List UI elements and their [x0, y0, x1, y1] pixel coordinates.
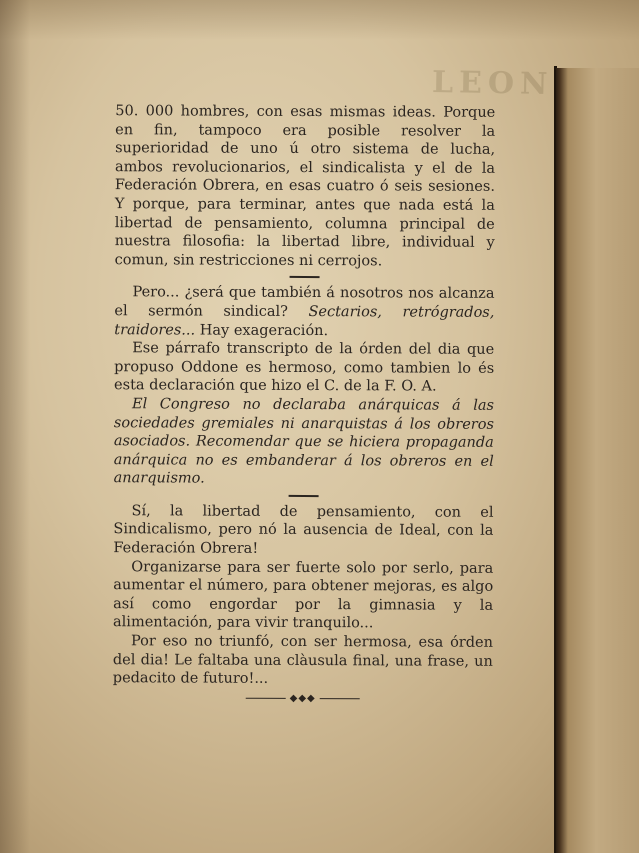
paragraph-5: Sí, la libertad de pensamiento, con el Sindicalismo, pero nó la ausencia de Ideal, con la Federación Obrera! — [113, 503, 494, 557]
paragraph-2 — [114, 284, 494, 341]
section-rule-1 — [290, 276, 320, 278]
ornament-line-right — [320, 698, 360, 699]
paragraph-2-text-a: Pero... ¿será que también á nosotros nos alcanza el sermón sindical? — [114, 284, 495, 320]
paragraph-4-quote: El Congreso no declaraba anárquicas á las sociedades gremiales ni anarquistas á los obreros asociados. Recomendar que se hiciera propaganda anárquica no es embanderar á los obreros en el anarquismo. — [113, 396, 495, 487]
ornament-diamonds: ◆◆◆ — [289, 692, 316, 704]
paragraph-1: 50. 000 hombres, con esas mismas ideas. Porque en fin, tampoco era posible resolver la superioridad de uno ú otro sistema de lucha, ambos revolucionarios, el sindicalista y el de la Federación Obrera, en esas cuatro ó seis sesiones. Y porque, para terminar, antes que nada está la libertad de pensamiento, columna principal de nuestra filosofia: la libertad libre, individual y comun, sin restricciones ni cerrojos. — [114, 103, 496, 270]
bleed-through-title: LEON — [431, 64, 554, 103]
paragraph-6: Organizarse para ser fuerte solo por serlo, para aumentar el número, para obtener mejoras, es algo así como engordar por la gimnasia y la alimentación, para vivir tranquilo... — [113, 558, 494, 632]
paragraph-2-text-c: Hay exageración. — [195, 322, 329, 339]
paragraph-2-italic: Sectarios, retrógrados, traidores... — [114, 303, 495, 339]
end-ornament — [243, 693, 363, 706]
stacked-page-edges — [556, 68, 639, 853]
paragraph-7: Por eso no triunfó, con ser hermosa, esa órden del dia! Le faltaba una clàusula final, una frase, un pedacito de futuro!... — [112, 633, 493, 688]
book-page-text — [113, 102, 496, 705]
section-rule-2 — [289, 495, 319, 497]
paragraph-3: Ese párrafo transcripto de la órden del dia que propuso Oddone es hermoso, como tambien lo és esta declaración que hizo el C. de la F. O. A. — [114, 340, 495, 395]
left-shadow — [0, 0, 30, 853]
top-shadow — [0, 0, 639, 40]
ornament-line-left — [245, 698, 285, 699]
